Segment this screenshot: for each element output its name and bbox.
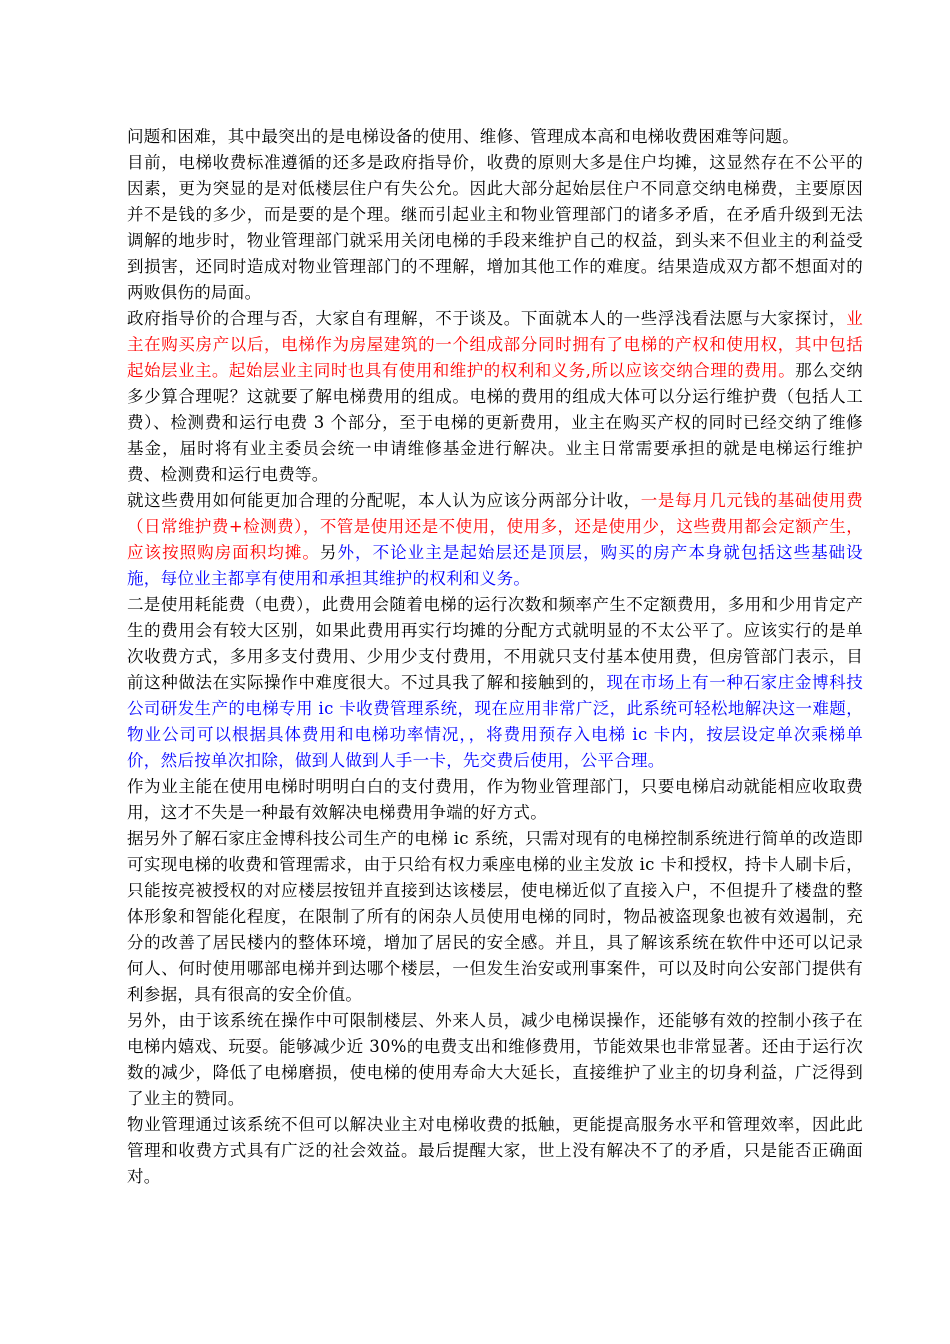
paragraph-text: 物业管理通过该系统不但可以解决业主对电梯收费的抵触，更能提高服务水平和管理效率，因此此管理和收费方式具有广泛的社会效益。最后提醒大家，世上没有解决不了的矛盾，只是能否正确面对。 [127, 1115, 863, 1186]
document-page [127, 124, 863, 1190]
highlight-red-text: 一是每月几元钱的基础使用费（日常维护费+检测费），不管是使用还是不使用，使用多，还是使用少，这些费用都会定额产生，应该按照购房面积均摊。 [127, 491, 864, 562]
paragraph-current-pricing [127, 150, 863, 306]
paragraph-energy-saving [127, 1008, 863, 1112]
paragraph-text: 目前，电梯收费标准遵循的还多是政府指导价，收费的原则大多是住户均摊，这显然存在不公平的因素，更为突显的是对低楼层住户有失公允。因此大部分起始层住户不同意交纳电梯费，主要原因并不是钱的多少，而是要的是个理。继而引起业主和物业管理部门的诸多矛盾，在矛盾升级到无法调解的地步时，物业管理部门就采用关闭电梯的手段来维护自己的权益，到头来不但业主的利益受到损害，还同时造成对物业管理部门的不理解，增加其他工作的难度。结果造成双方都不想面对的两败俱伤的局面。 [127, 153, 863, 302]
paragraph-text: 另外，由于该系统在操作中可限制楼层、外来人员，减少电梯误操作，还能够有效的控制小孩子在电梯内嬉戏、玩耍。能够减少近 30%的电费支出和维修费用，节能效果也非常显著。还由于运行次数的减少，降低了电梯磨损，使电梯的使用寿命大大延长，直接维护了业主的切身利益，广泛得到了业主的赞同。 [127, 1011, 863, 1108]
paragraph-text: 政府指导价的合理与否，大家自有理解，不于谈及。下面就本人的一些浮浅看法愿与大家探讨， [127, 309, 847, 328]
highlight-blue-text: 不论业主是起始层还是顶层，购买的房产本身就包括这些基础设施，每位业主都享有使用和承担其维护的权利和义务。 [127, 543, 863, 588]
paragraph-base-fee [127, 488, 863, 592]
paragraph-text: 就这些费用如何能更加合理的分配呢，本人认为应该分两部分计收， [127, 491, 641, 510]
paragraph-text: 作为业主能在使用电梯时明明白白的支付费用，作为物业管理部门，只要电梯启动就能相应收取费用，这才不失是一种最有效解决电梯费用争端的好方式。 [127, 777, 863, 822]
paragraph-text: 另 [319, 543, 338, 562]
paragraph-clear-payment [127, 774, 863, 826]
paragraph-text: 那么交纳多少算合理呢？这就要了解电梯费用的组成。电梯的费用的组成大体可以分运行维护费（包括人工费）、检测费和运行电费 3 个部分，至于电梯的更新费用，业主在购买产权的同时已经交纳了维修基金，届时将有业主委员会统一申请维修基金进行解决。业主日常需要承担的就是电梯运行维护费、检测费和运行电费等。 [127, 361, 863, 484]
paragraph-energy-fee [127, 592, 863, 774]
paragraph-text: 二是使用耗能费（电费），此费用会随着电梯的运行次数和频率产生不定额费用，多用和少用肯定产生的费用会有较大区别，如果此费用再实行均摊的分配方式就明显的不太公平了。应该实行的是单次收费方式，多用多支付费用、少用少支付费用，不用就只支付基本使用费，但房管部门表示，目前这种做法在实际操作中难度很大。不过具我了解和接触到的， [127, 595, 863, 692]
paragraph-text: 问题和困难，其中最突出的是电梯设备的使用、维修、管理成本高和电梯收费困难等问题。 [127, 127, 799, 146]
paragraph-conclusion [127, 1112, 863, 1190]
highlight-blue-text: 外， [337, 543, 373, 562]
paragraph-intro-problem [127, 124, 863, 150]
highlight-blue-text: 现在市场上有一种石家庄金博科技公司研发生产的电梯专用 ic 卡收费管理系统，现在应用非常广泛，此系统可轻松地解决这一难题，物业公司可以根据具体费用和电梯功率情况，，将费用预存入电梯 ic 卡内，按层设定单次乘梯单价，然后按单次扣除，做到人做到人手一卡，先交费后使用，公平合理。 [127, 673, 863, 770]
paragraph-fee-composition [127, 306, 863, 488]
highlight-red-text: 业主在购买房产以后，电梯作为房屋建筑的一个组成部分同时拥有了电梯的产权和使用权，其中包括起始层业主。起始层业主同时也具有使用和维护的权利和义务,所以应该交纳合理的费用。 [127, 309, 863, 380]
paragraph-ic-system [127, 826, 863, 1008]
paragraph-text: 据另外了解石家庄金博科技公司生产的电梯 ic 系统，只需对现有的电梯控制系统进行简单的改造即可实现电梯的收费和管理需求，由于只给有权力乘座电梯的业主发放 ic 卡和授权，持卡人刷卡后，只能按亮被授权的对应楼层按钮并直接到达该楼层，使电梯近似了直接入户，不但提升了楼盘的整体形象和智能化程度，在限制了所有的闲杂人员使用电梯的同时，物品被盗现象也被有效遏制，充分的改善了居民楼内的整体环境，增加了居民的安全感。并且，具了解该系统在软件中还可以记录何人、何时使用哪部电梯并到达哪个楼层，一但发生治安或刑事案件，可以及时向公安部门提供有利参据，具有很高的安全价值。 [127, 829, 863, 1004]
